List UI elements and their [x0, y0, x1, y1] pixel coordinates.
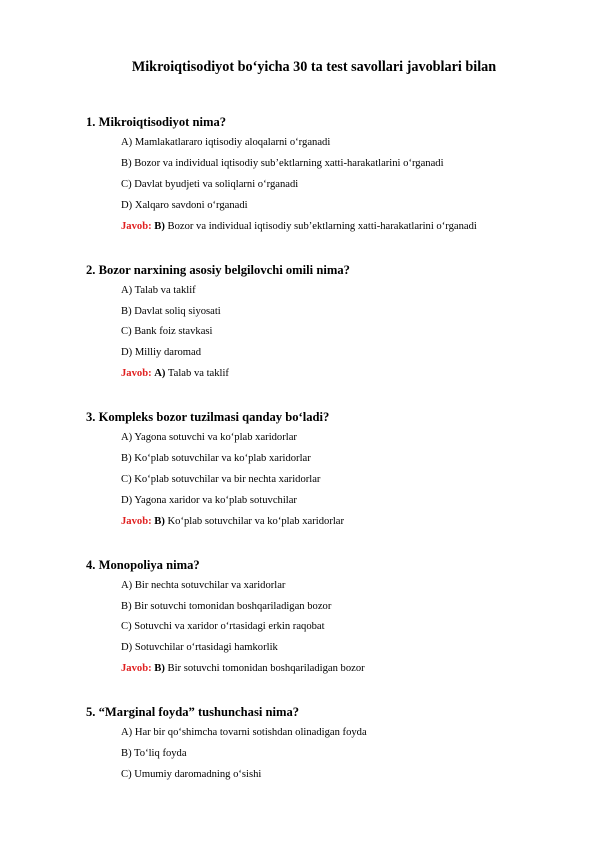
- option-d: D) Xalqaro savdoni o‘rganadi: [121, 200, 248, 211]
- question-heading: 4. Monopoliya nima?: [86, 558, 200, 572]
- option-c: C) Umumiy daromadning o‘sishi: [121, 769, 262, 780]
- answer-text: Bozor va individual iqtisodiy sub’ektlarning xatti-harakatlarini o‘rganadi: [167, 221, 477, 232]
- option-c: C) Ko‘plab sotuvchilar va bir nechta xaridorlar: [121, 474, 321, 485]
- answer-letter: B): [154, 516, 165, 527]
- answer-letter: B): [154, 221, 165, 232]
- option-b: B) Bir sotuvchi tomonidan boshqariladigan bozor: [121, 601, 332, 612]
- answer-label: Javob:: [121, 221, 152, 232]
- answer-line: [121, 220, 477, 234]
- option-b: B) Bozor va individual iqtisodiy sub’ektlarning xatti-harakatlarini o‘rganadi: [121, 158, 444, 169]
- option-d: D) Yagona xaridor va ko‘plab sotuvchilar: [121, 495, 297, 506]
- question-heading: 5. “Marginal foyda” tushunchasi nima?: [86, 705, 300, 719]
- option-c: C) Bank foiz stavkasi: [121, 326, 213, 337]
- option-a: A) Yagona sotuvchi va ko‘plab xaridorlar: [121, 432, 297, 443]
- answer-text: Talab va taklif: [167, 368, 229, 379]
- answer-text: Ko‘plab sotuvchilar va ko‘plab xaridorlar: [167, 516, 345, 527]
- answer-line: [121, 367, 229, 381]
- question-heading: 2. Bozor narxining asosiy belgilovchi omili nima?: [86, 263, 350, 277]
- question-heading: 1. Mikroiqtisodiyot nima?: [86, 115, 227, 129]
- answer-label: Javob:: [121, 368, 152, 379]
- answer-label: Javob:: [121, 663, 152, 674]
- answer-line: [121, 515, 344, 529]
- document-title: Mikroiqtisodiyot bo‘yicha 30 ta test savollari javoblari bilan: [131, 59, 497, 75]
- answer-letter: B): [154, 663, 165, 674]
- option-c: C) Davlat byudjeti va soliqlarni o‘rganadi: [121, 179, 299, 190]
- option-c: C) Sotuvchi va xaridor o‘rtasidagi erkin raqobat: [121, 621, 325, 632]
- option-a: A) Bir nechta sotuvchilar va xaridorlar: [121, 580, 286, 591]
- question-heading: 3. Kompleks bozor tuzilmasi qanday bo‘ladi?: [86, 410, 330, 424]
- option-b: B) Ko‘plab sotuvchilar va ko‘plab xaridorlar: [121, 453, 311, 464]
- option-b: B) Davlat soliq siyosati: [121, 306, 221, 317]
- option-b: B) To‘liq foyda: [121, 748, 187, 759]
- option-a: A) Talab va taklif: [121, 285, 196, 296]
- answer-line: [121, 662, 365, 676]
- option-d: D) Sotuvchilar o‘rtasidagi hamkorlik: [121, 642, 278, 653]
- option-a: A) Har bir qo‘shimcha tovarni sotishdan olinadigan foyda: [121, 727, 367, 738]
- answer-label: Javob:: [121, 516, 152, 527]
- option-a: A) Mamlakatlararo iqtisodiy aloqalarni o‘rganadi: [121, 137, 331, 148]
- option-d: D) Milliy daromad: [121, 347, 202, 358]
- answer-text: Bir sotuvchi tomonidan boshqariladigan bozor: [167, 663, 365, 674]
- answer-letter: A): [154, 368, 166, 379]
